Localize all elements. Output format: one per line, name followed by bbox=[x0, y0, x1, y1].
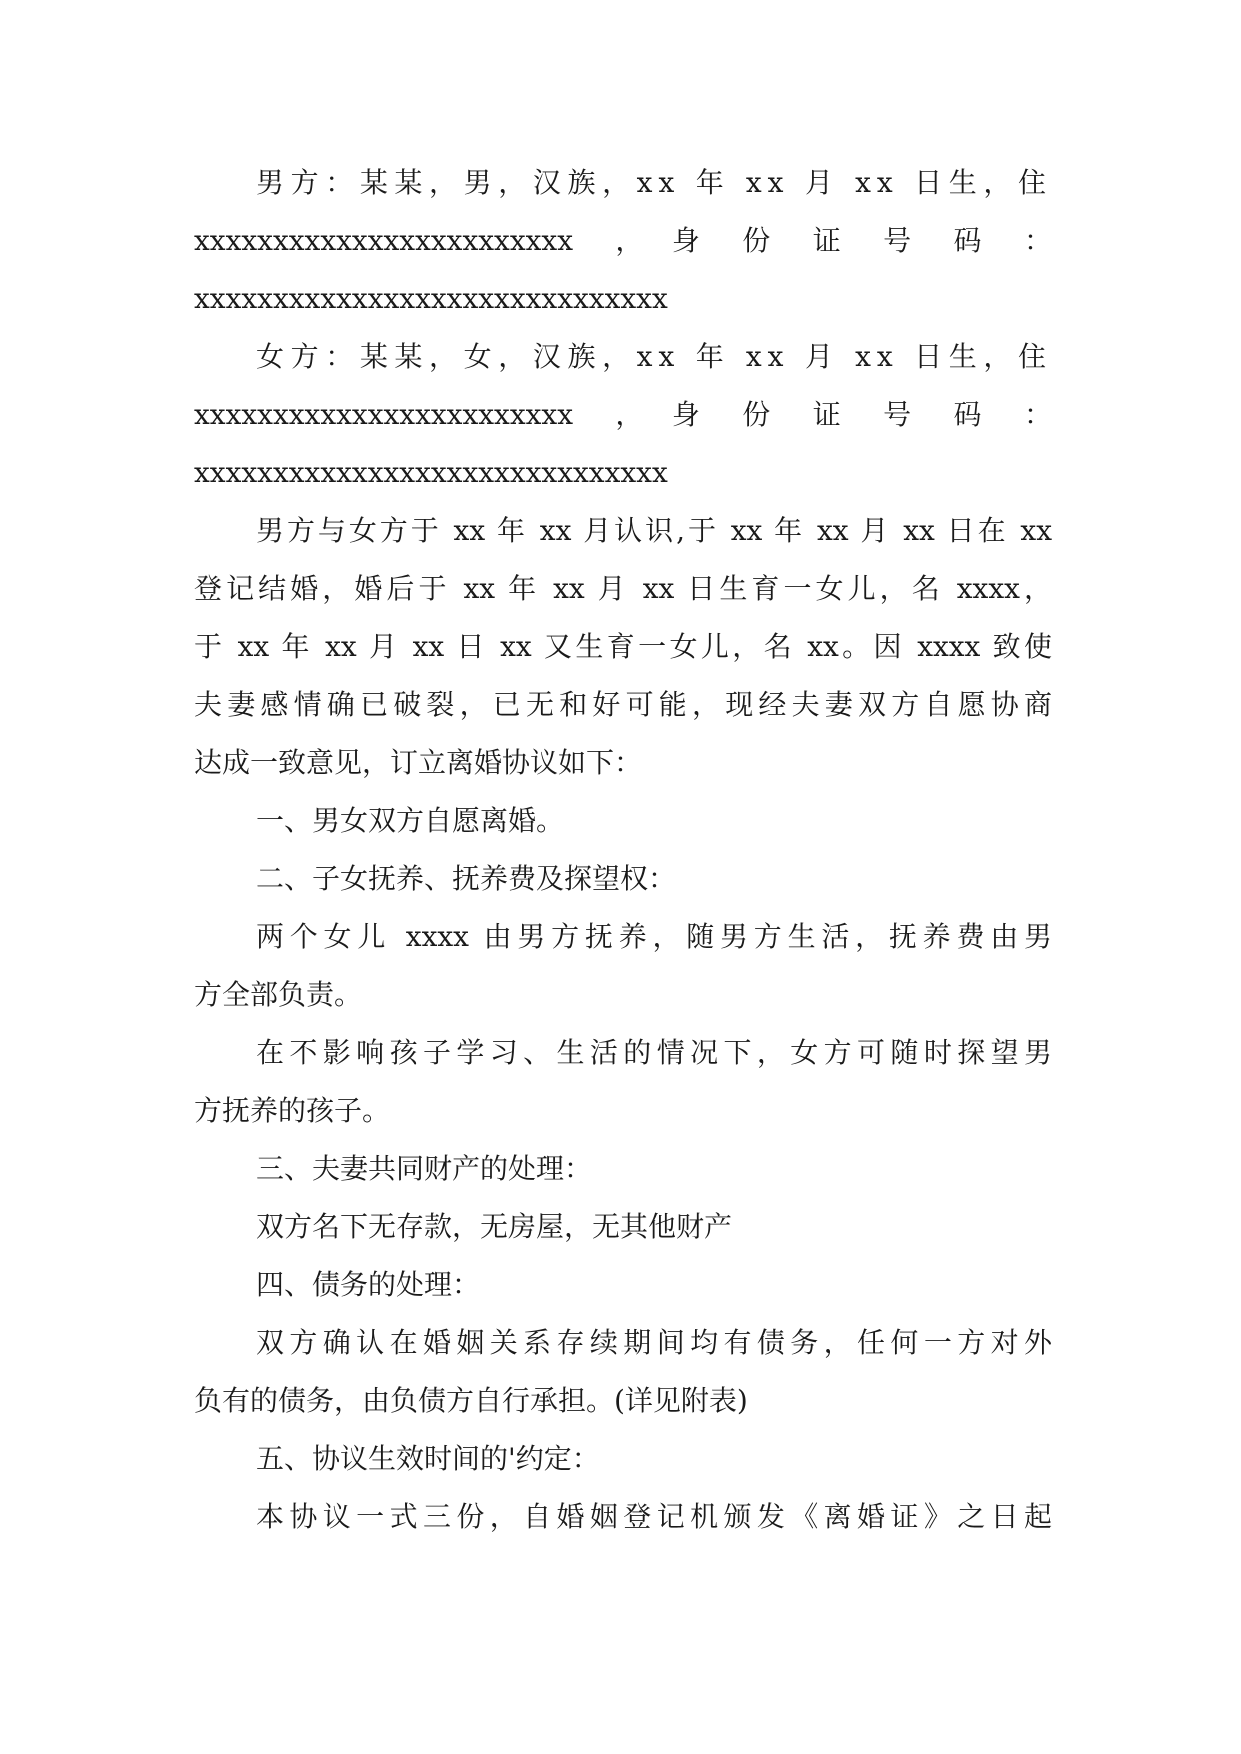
clause-2-text-2: 方全部负责。 bbox=[194, 978, 363, 1011]
clause-5-text: 本协议一式三份，自婚姻登记机颁发《离婚证》之日起 bbox=[256, 1500, 1052, 1533]
female-party-line-2: xxxxxxxxxxxxxxxxxxxxxxxx ， 身 份 证 号 码 ： bbox=[194, 398, 1052, 431]
clause-2-text-3: 在不影响孩子学习、生活的情况下，女方可随时探望男 bbox=[256, 1036, 1052, 1069]
document-body bbox=[194, 154, 1052, 1546]
background-line-3: 于 xx 年 xx 月 xx 日 xx 又生育一女儿，名 xx。因 xxxx 致使 bbox=[194, 630, 1052, 663]
background-line-1: 男方与女方于 xx 年 xx 月认识,于 xx 年 xx 月 xx 日在 xx bbox=[256, 514, 1052, 547]
clause-1-heading: 一、男女双方自愿离婚。 bbox=[256, 804, 565, 837]
clause-2-text-1: 两个女儿 xxxx 由男方抚养，随男方生活，抚养费由男 bbox=[256, 920, 1052, 953]
clause-2-text-4: 方抚养的孩子。 bbox=[194, 1094, 391, 1127]
clause-2-heading: 二、子女抚养、抚养费及探望权： bbox=[256, 862, 677, 895]
background-line-5: 达成一致意见，订立离婚协议如下： bbox=[194, 746, 643, 779]
female-party-line-3: xxxxxxxxxxxxxxxxxxxxxxxxxxxxxx bbox=[194, 456, 668, 489]
background-line-2: 登记结婚，婚后于 xx 年 xx 月 xx 日生育一女儿，名 xxxx， bbox=[194, 572, 1052, 605]
clause-4-text-1: 双方确认在婚姻关系存续期间均有债务，任何一方对外 bbox=[256, 1326, 1052, 1359]
male-party-line-1: 男方：某某，男，汉族，xx 年 xx 月 xx 日生，住 bbox=[256, 166, 1052, 199]
male-party-line-2: xxxxxxxxxxxxxxxxxxxxxxxx ， 身 份 证 号 码 ： bbox=[194, 224, 1052, 257]
clause-4-text-2: 负有的债务，由负债方自行承担。(详见附表) bbox=[194, 1384, 748, 1417]
clause-3-text: 双方名下无存款，无房屋，无其他财产 bbox=[256, 1210, 733, 1243]
male-party-line-3: xxxxxxxxxxxxxxxxxxxxxxxxxxxxxx bbox=[194, 282, 668, 315]
clause-4-heading: 四、债务的处理： bbox=[256, 1268, 481, 1301]
clause-3-heading: 三、夫妻共同财产的处理： bbox=[256, 1152, 593, 1185]
clause-5-heading: 五、协议生效时间的'约定： bbox=[256, 1442, 600, 1475]
female-party-line-1: 女方：某某，女，汉族，xx 年 xx 月 xx 日生，住 bbox=[256, 340, 1052, 373]
background-line-4: 夫妻感情确已破裂，已无和好可能，现经夫妻双方自愿协商 bbox=[194, 688, 1052, 721]
